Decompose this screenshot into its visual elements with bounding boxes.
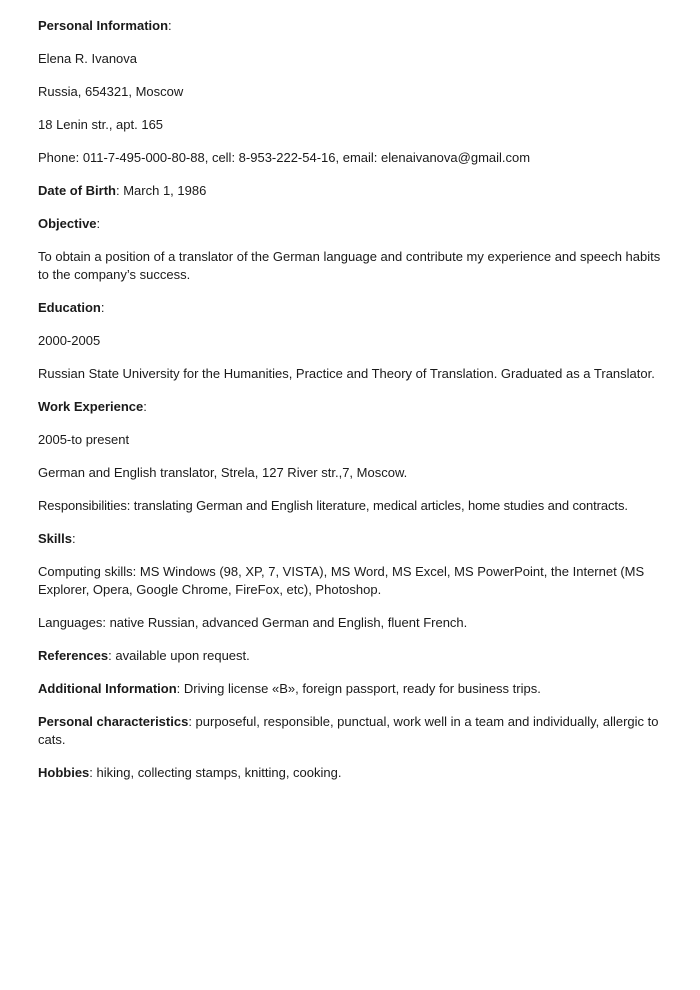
references-label: References (38, 648, 109, 663)
work-period: 2005-to present (38, 432, 130, 447)
hobbies-value: : hiking, collecting stamps, knitting, cooking. (89, 765, 342, 780)
personal-information-heading: Personal Information: (38, 18, 172, 33)
work-position: German and English translator, Strela, 127 River str.,7, Moscow. (38, 465, 408, 480)
languages: Languages: native Russian, advanced German and English, fluent French. (38, 615, 468, 630)
personal-characteristics (38, 713, 663, 749)
date-of-birth-value: : March 1, 1986 (116, 183, 207, 198)
personal-characteristics-value: : purposeful, responsible, punctual, work well in a team and individually, allergic to cats. (38, 714, 659, 747)
references-value: : available upon request. (108, 648, 250, 663)
education-years: 2000-2005 (38, 333, 101, 348)
personal-characteristics-label: Personal characteristics (38, 714, 189, 729)
city-line: Russia, 654321, Moscow (38, 84, 184, 99)
hobbies (38, 764, 663, 782)
skills-heading: Skills: (38, 531, 76, 546)
computing-skills: Computing skills: MS Windows (98, XP, 7, VISTA), MS Word, MS Excel, MS PowerPoint, the Internet (MS Explorer, Opera, Google Chrome, FireFox, etc), Photoshop. (38, 564, 645, 597)
references (38, 647, 663, 665)
full-name: Elena R. Ivanova (38, 51, 138, 66)
work-responsibilities: Responsibilities: translating German and English literature, medical articles, home studies and contracts. (38, 498, 628, 513)
additional-information (38, 680, 663, 698)
additional-information-value: : Driving license «B», foreign passport, ready for business trips. (176, 681, 541, 696)
date-of-birth-label: Date of Birth (38, 183, 116, 198)
resume-document (38, 17, 663, 797)
objective-text: To obtain a position of a translator of the German language and contribute my experience and speech habits to the company’s success. (38, 249, 661, 282)
hobbies-label: Hobbies (38, 765, 90, 780)
contact-line: Phone: 011-7-495-000-80-88, cell: 8-953-222-54-16, email: elenaivanova@gmail.com (38, 150, 531, 165)
education-text: Russian State University for the Humanities, Practice and Theory of Translation. Graduated as a Translator. (38, 366, 655, 381)
work-experience-heading: Work Experience: (38, 399, 147, 414)
objective-heading: Objective: (38, 216, 101, 231)
date-of-birth (38, 182, 663, 200)
street-address: 18 Lenin str., apt. 165 (38, 117, 164, 132)
education-heading: Education: (38, 300, 105, 315)
additional-information-label: Additional Information (38, 681, 177, 696)
